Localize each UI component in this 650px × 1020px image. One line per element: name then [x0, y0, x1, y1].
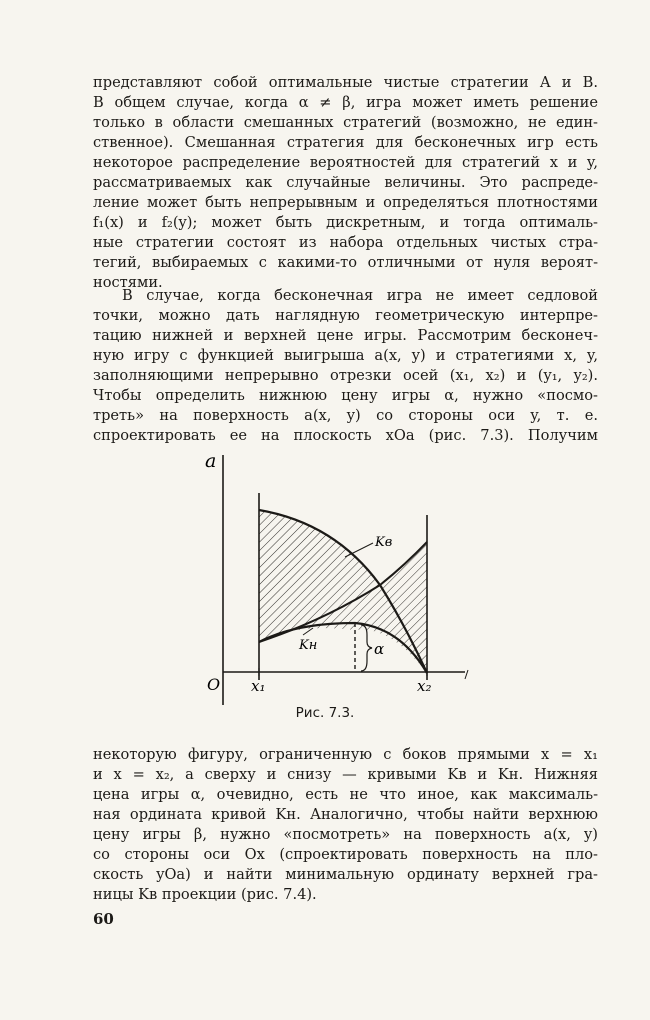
- text-line: В случае, когда бесконечная игра не имеет седловой: [122, 287, 598, 304]
- text-line: тацию нижней и верхней цене игры. Рассмотрим бесконеч-: [93, 327, 598, 344]
- text-line: цену игры β, нужно «посмотреть» на поверхность a(x, y): [93, 826, 598, 843]
- k-upper-label: Kв: [375, 535, 393, 550]
- text-line: представляют собой оптимальные чистые стратегии A и B.: [93, 74, 598, 91]
- paragraph-2: [93, 286, 598, 446]
- alpha-label: α: [374, 640, 385, 658]
- text-line: тегий, выбираемых с какими-то отличными от нуля вероят-: [93, 254, 598, 271]
- k-lower-label: Kн: [299, 638, 318, 653]
- text-line: ление может быть непрерывным и определяться плотностями: [93, 194, 598, 211]
- text-line: точки, можно дать наглядную геометрическую интерпре-: [93, 307, 598, 324]
- text-line: только в области смешанных стратегий (возможно, не един-: [93, 114, 598, 131]
- text-line: В общем случае, когда α ≠ β, игра может иметь решение: [93, 94, 598, 111]
- text-line: ницы Kв проекции (рис. 7.4).: [93, 886, 317, 903]
- paragraph-1: [93, 73, 598, 293]
- text-line: ностями.: [93, 274, 163, 291]
- text-line: ную игру с функцией выигрыша a(x, y) и стратегиями x, y,: [93, 347, 598, 364]
- text-line: цена игры α, очевидно, есть не что иное, как максималь-: [93, 786, 598, 803]
- text-line: и x = x₂, а сверху и снизу — кривыми Kв и Kн. Нижняя: [93, 766, 598, 783]
- text-line: Чтобы определить нижнюю цену игры α, нужно «посмо-: [93, 387, 598, 404]
- text-line: заполняющими непрерывно отрезки осей (x₁, x₂) и (y₁, y₂).: [93, 367, 598, 384]
- axis-a-label: a: [205, 450, 217, 472]
- alpha-brace: [361, 625, 372, 671]
- axis-end-mark: [465, 670, 468, 679]
- text-line: некоторое распределение вероятностей для стратегий x и y,: [93, 154, 598, 171]
- text-line: скость yOa) и найти минимальную ординату верхней гра-: [93, 866, 598, 883]
- text-line: ственное). Смешанная стратегия для бесконечных игр есть: [93, 134, 598, 151]
- x2-label: x₂: [417, 677, 432, 695]
- text-line: некоторую фигуру, ограниченную с боков прямыми x = x₁: [93, 746, 598, 763]
- text-line: f₁(x) и f₂(y); может быть дискретным, и тогда оптималь-: [93, 214, 598, 231]
- x1-label: x₁: [251, 677, 266, 695]
- text-line: рассматриваемых как случайные величины. Это распреде-: [93, 174, 598, 191]
- text-line: ные стратегии состоят из набора отдельных чистых стра-: [93, 234, 598, 251]
- figure-7-3: [195, 445, 495, 715]
- page-number: 60: [93, 910, 114, 928]
- text-line: треть» на поверхность a(x, y) со стороны оси y, т. е.: [93, 407, 598, 424]
- text-line: ная ордината кривой Kн. Аналогично, чтобы найти верхнюю: [93, 806, 598, 823]
- text-line: спроектировать ее на плоскость xOa (рис. 7.3). Получим: [93, 427, 598, 444]
- paragraph-3: [93, 745, 598, 905]
- text-line: со стороны оси Ox (спроектировать поверхность на пло-: [93, 846, 598, 863]
- figure-caption: Рис. 7.3.: [295, 705, 355, 721]
- origin-label: O: [207, 675, 221, 694]
